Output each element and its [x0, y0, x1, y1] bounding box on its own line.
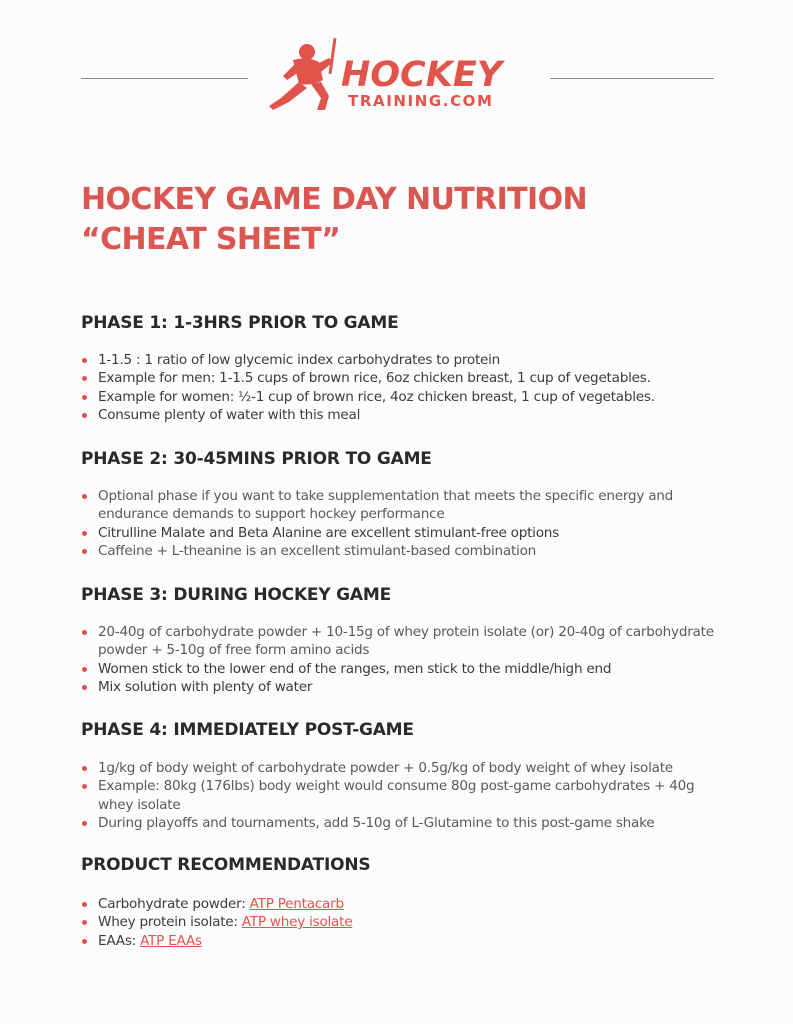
- list-item: Caffeine + L-theanine is an excellent stimulant-based combination: [81, 542, 721, 560]
- page-title: [81, 180, 701, 260]
- phase-2-heading: PHASE 2: 30-45MINS PRIOR TO GAME: [81, 449, 432, 469]
- list-item: [81, 895, 721, 913]
- list-item: Consume plenty of water with this meal: [81, 406, 721, 424]
- list-item: Mix solution with plenty of water: [81, 678, 721, 696]
- phase-4-list: [81, 759, 721, 832]
- list-item: 1-1.5 : 1 ratio of low glycemic index carbohydrates to protein: [81, 351, 721, 369]
- product-label: Whey protein isolate:: [98, 914, 242, 931]
- atp-whey-isolate-link[interactable]: ATP whey isolate: [241, 914, 353, 931]
- page-title-line2: “CHEAT SHEET”: [81, 222, 341, 257]
- list-item: [81, 932, 721, 950]
- list-item: Citrulline Malate and Beta Alanine are excellent stimulant-free options: [81, 524, 721, 542]
- hockey-player-icon: [263, 36, 343, 112]
- list-item: [81, 913, 721, 931]
- phase-3-section: [81, 584, 721, 695]
- logo-word-trainingcom: TRAINING.COM: [348, 92, 494, 110]
- product-recommendations-section: [81, 854, 721, 949]
- page-title-line1: HOCKEY GAME DAY NUTRITION: [81, 182, 588, 217]
- list-item: 1g/kg of body weight of carbohydrate powder + 0.5g/kg of body weight of whey isolate: [81, 759, 721, 777]
- list-item: Example: 80kg (176lbs) body weight would consume 80g post-game carbohydrates + 40g whey isolate: [81, 777, 721, 814]
- product-recommendations-list: [81, 895, 721, 950]
- phase-3-heading: PHASE 3: DURING HOCKEY GAME: [81, 585, 392, 605]
- phase-1-section: [81, 312, 721, 423]
- product-label: Carbohydrate powder:: [98, 896, 250, 912]
- atp-pentacarb-link[interactable]: ATP Pentacarb: [249, 896, 344, 912]
- atp-eaas-link[interactable]: ATP EAAs: [140, 932, 202, 949]
- product-recommendations-heading: PRODUCT RECOMMENDATIONS: [81, 855, 371, 875]
- hockeytraining-logo: [263, 36, 535, 112]
- product-label: EAAs:: [98, 932, 141, 949]
- list-item: 20-40g of carbohydrate powder + 10-15g of whey protein isolate (or) 20-40g of carbohydrate powder + 5-10g of free form amino acids: [81, 623, 721, 660]
- list-item: During playoffs and tournaments, add 5-10g of L-Glutamine to this post-game shake: [81, 814, 721, 832]
- phase-3-list: [81, 623, 721, 696]
- header-rule-right: [550, 78, 714, 79]
- phase-2-section: [81, 448, 721, 559]
- phase-1-heading: PHASE 1: 1-3HRS PRIOR TO GAME: [81, 313, 399, 333]
- phase-2-list: [81, 487, 721, 560]
- list-item: Optional phase if you want to take supplementation that meets the specific energy and endurance demands to support hockey performance: [81, 487, 721, 524]
- list-item: Women stick to the lower end of the ranges, men stick to the middle/high end: [81, 660, 721, 678]
- list-item: Example for men: 1-1.5 cups of brown rice, 6oz chicken breast, 1 cup of vegetables.: [81, 369, 721, 387]
- phase-4-heading: PHASE 4: IMMEDIATELY POST-GAME: [81, 720, 414, 740]
- list-item: Example for women: ½-1 cup of brown rice, 4oz chicken breast, 1 cup of vegetables.: [81, 388, 721, 406]
- phase-1-list: [81, 351, 721, 424]
- logo-word-hockey: HOCKEY: [341, 55, 503, 95]
- phase-4-section: [81, 719, 721, 831]
- header-rule-left: [81, 78, 248, 79]
